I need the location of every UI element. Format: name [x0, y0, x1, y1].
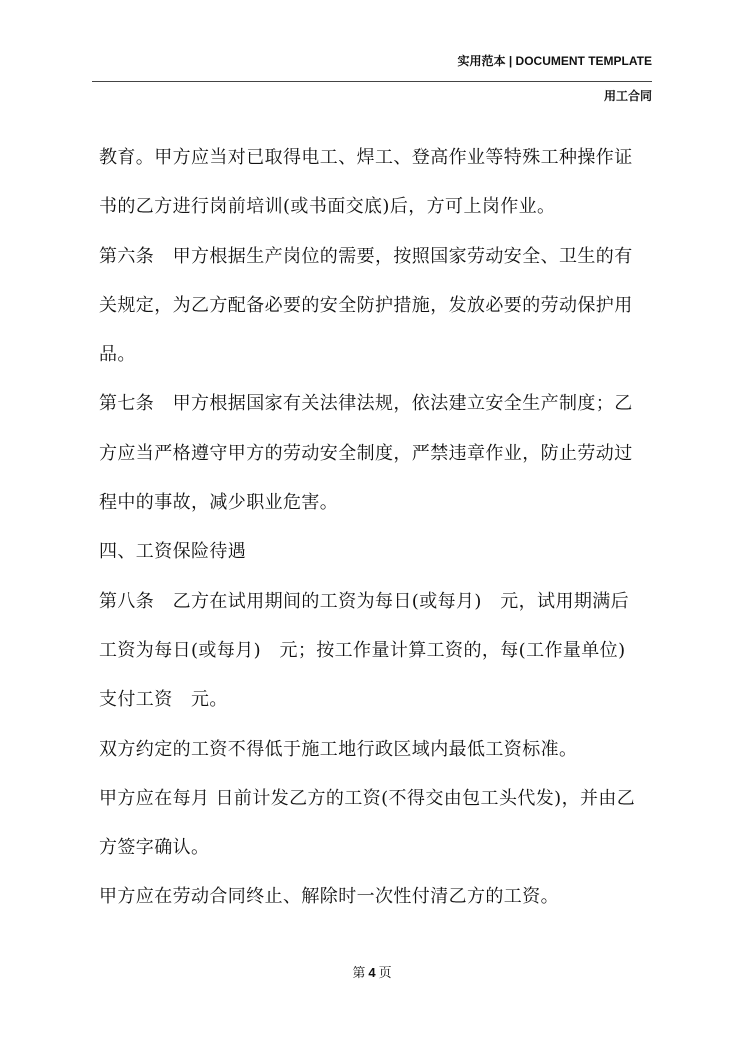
page-footer: [0, 962, 744, 981]
page-number: 4: [368, 965, 376, 980]
body-line: 方应当严格遵守甲方的劳动安全制度，严禁违章作业，防止劳动过: [99, 442, 633, 464]
body-line: 第八条 乙方在试用期间的工资为每日(或每月) 元，试用期满后: [99, 590, 630, 612]
body-line: 工资为每日(或每月) 元；按工作量计算工资的，每(工作量单位): [99, 639, 626, 661]
body-line: 第六条 甲方根据生产岗位的需要，按照国家劳动安全、卫生的有: [99, 245, 633, 267]
document-header-label: 实用范本 | DOCUMENT TEMPLATE: [457, 54, 652, 68]
header-divider: [92, 81, 652, 82]
contract-body: [99, 140, 659, 929]
body-line: 品。: [99, 344, 136, 366]
body-line: 关规定，为乙方配备必要的安全防护措施，发放必要的劳动保护用: [99, 294, 633, 316]
body-line: 方签字确认。: [99, 837, 210, 859]
section-heading: 四、工资保险待遇: [99, 541, 247, 563]
body-line: 程中的事故，减少职业危害。: [99, 492, 339, 514]
body-line: 双方约定的工资不得低于施工地行政区域内最低工资标准。: [99, 738, 578, 760]
body-line: 第七条 甲方根据国家有关法律法规，依法建立安全生产制度；乙: [99, 393, 633, 415]
body-line: 甲方应在每月 日前计发乙方的工资(不得交由包工头代发)，并由乙: [99, 787, 636, 809]
body-line: 教育。甲方应当对已取得电工、焊工、登高作业等特殊工种操作证: [99, 147, 633, 168]
page-suffix: 页: [378, 966, 392, 981]
document-title-label: 用工合同: [603, 89, 652, 103]
body-line: 支付工资 元。: [99, 689, 228, 711]
page-prefix: 第: [352, 966, 366, 981]
body-line: 甲方应在劳动合同终止、解除时一次性付清乙方的工资。: [99, 886, 559, 908]
body-line: 书的乙方进行岗前培训(或书面交底)后，方可上岗作业。: [99, 196, 556, 218]
